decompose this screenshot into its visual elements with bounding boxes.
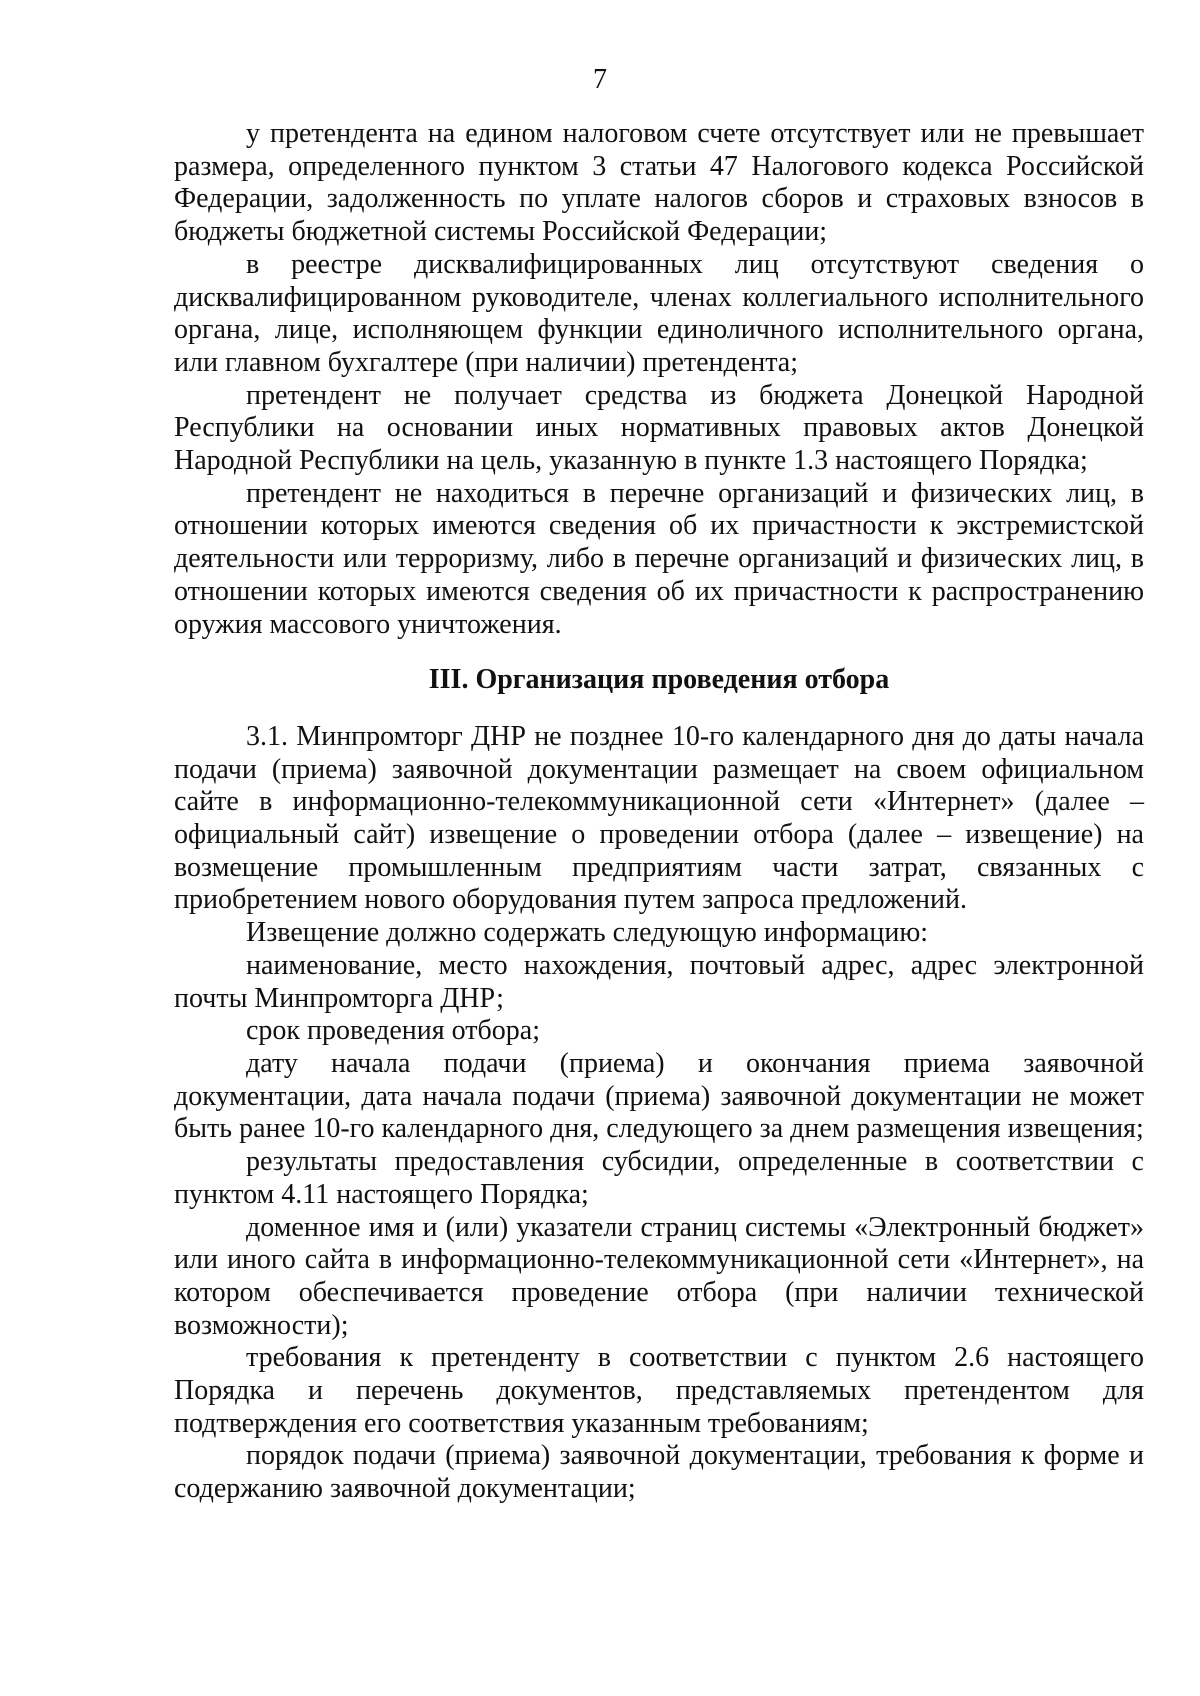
document-body xyxy=(174,118,1144,1506)
paragraph-applicant-requirements: требования к претенденту в соответствии с пунктом 2.6 настоящего Порядка и перечень документов, представляемых претендентом для подтверждения его соответствия указанным требованиям; xyxy=(174,1342,1144,1439)
paragraph-tax-debt: у претендента на едином налоговом счете отсутствует или не превышает размера, определенного пунктом 3 статьи 47 Налогового кодекса Российской Федерации, задолженность по уплате налогов сборов и страховых взносов в бюджеты бюджетной системы Российской Федерации; xyxy=(174,118,1144,248)
paragraph-domain-name: доменное имя и (или) указатели страниц системы «Электронный бюджет» или иного сайта в информационно-телекоммуникационной сети «Интернет», на котором обеспечивается проведение отбора (при наличии технической возможности); xyxy=(174,1211,1144,1341)
paragraph-no-budget-funds: претендент не получает средства из бюджета Донецкой Народной Республики на основании иных нормативных правовых актов Донецкой Народной Республики на цель, указанную в пункте 1.3 настоящего Порядка; xyxy=(174,379,1144,477)
paragraph-submission-procedure: порядок подачи (приема) заявочной документации, требования к форме и содержанию заявочной документации; xyxy=(174,1440,1144,1505)
paragraph-disqualified-registry: в реестре дисквалифицированных лиц отсутствуют сведения о дисквалифицированном руководителе, членах коллегиального исполнительного органа, лице, исполняющем функции единоличного исполнительного органа, или главном бухгалтере (при наличии) претендента; xyxy=(174,248,1144,378)
paragraph-name-address: наименование, место нахождения, почтовый адрес, адрес электронной почты Минпромторга ДНР; xyxy=(174,949,1144,1014)
page-number: 7 xyxy=(593,64,607,95)
paragraph-selection-term: срок проведения отбора; xyxy=(246,1015,540,1047)
paragraph-submission-dates: дату начала подачи (приема) и окончания приема заявочной документации, дата начала подачи (приема) заявочной документации не может быть ранее 10-го календарного дня, следующего за днем размещения извещения; xyxy=(174,1047,1144,1145)
paragraph-3-1: 3.1. Минпромторг ДНР не позднее 10-го календарного дня до даты начала подачи (приема) заявочной документации размещает на своем официальном сайте в информационно-телекоммуникационной сети «Интернет» (далее – официальный сайт) извещение о проведении отбора (далее – извещение) на возмещение промышленным предприятиям части затрат, связанных с приобретением нового оборудования путем запроса предложений. xyxy=(174,720,1144,916)
paragraph-notice-contents: Извещение должно содержать следующую информацию: xyxy=(246,917,929,949)
paragraph-subsidy-results: результаты предоставления субсидии, определенные в соответствии с пунктом 4.11 настоящего Порядка; xyxy=(174,1146,1144,1210)
paragraph-extremism-list: претендент не находиться в перечне организаций и физических лиц, в отношении которых имеются сведения об их причастности к экстремистской деятельности или терроризму, либо в перечне организаций и физических лиц, в отношении которых имеются сведения об их причастности к распространению оружия массового уничтожения. xyxy=(174,477,1144,640)
section-heading: III. Организация проведения отбора xyxy=(428,664,890,696)
